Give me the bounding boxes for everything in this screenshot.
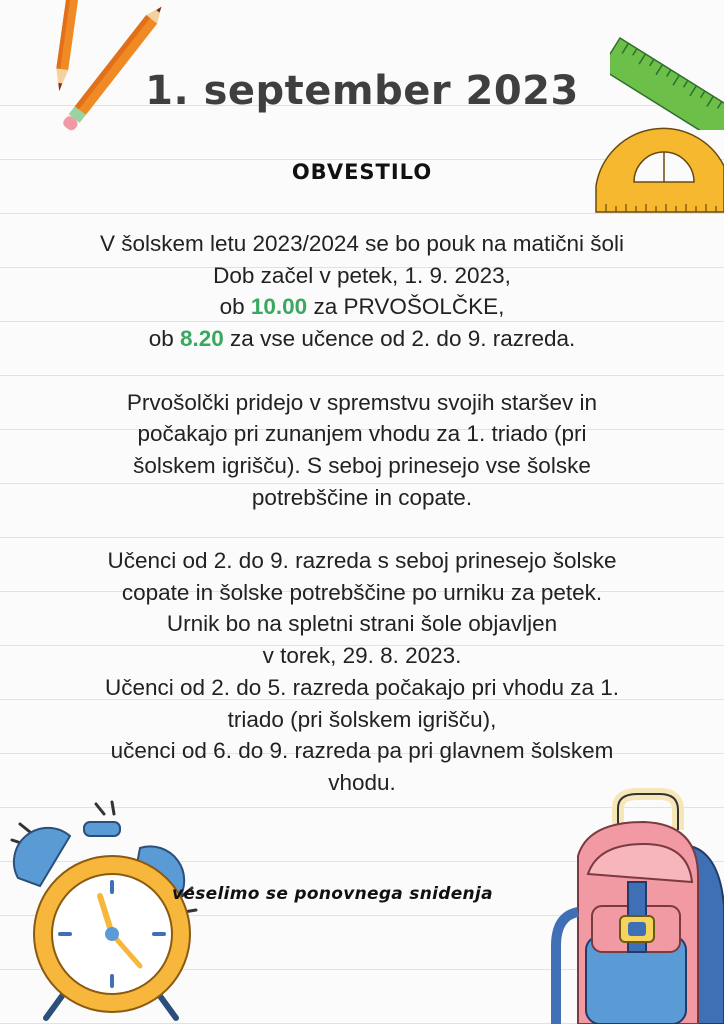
other-grades-time-prefix: ob — [148, 326, 180, 352]
paragraph3-line2: copate in šolske potrebščine po urniku za petek. — [121, 579, 603, 605]
paragraph2-line2: počakajo pri zunanjem vhodu za 1. triado (pri — [137, 421, 587, 447]
notice-body — [30, 228, 694, 799]
other-grades-time-suffix: za vse učence od 2. do 9. razreda. — [223, 326, 576, 352]
backpack-icon — [548, 786, 724, 1024]
paragraph3-line6: triado (pri šolskem igrišču), — [227, 706, 497, 732]
other-grades-start-time: 8.20 — [180, 326, 224, 352]
paragraph1-line4 — [30, 323, 694, 355]
paragraph2-line1: Prvošolčki pridejo v spremstvu svojih staršev in — [126, 389, 598, 415]
paragraph-spacer — [30, 513, 694, 545]
page-title: 1. september 2023 — [145, 68, 579, 114]
paragraph2-line3: šolskem igrišču). S seboj prinesejo vse šolske — [133, 452, 591, 478]
paragraph3-line4: v torek, 29. 8. 2023. — [262, 643, 462, 669]
paragraph1-line3 — [30, 291, 694, 323]
notice-heading: OBVESTILO — [291, 160, 433, 184]
paragraph1-line1: V šolskem letu 2023/2024 se bo pouk na matični šoli — [99, 231, 625, 256]
paragraph3-line7: učenci od 6. do 9. razreda pa pri glavnem šolskem — [110, 738, 614, 764]
paragraph3-line3: Urnik bo na spletni strani šole objavljen — [166, 611, 558, 637]
paragraph1-line2: Dob začel v petek, 1. 9. 2023, — [213, 262, 511, 288]
alarm-clock-icon — [0, 796, 200, 1024]
first-grade-time-prefix: ob — [219, 294, 251, 320]
paragraph3-line8: vhodu. — [328, 769, 396, 795]
first-grade-start-time: 10.00 — [250, 294, 308, 320]
paragraph3-line5: Učenci od 2. do 5. razreda počakajo pri vhodu za 1. — [104, 674, 620, 700]
paragraph2-line4: potrebščine in copate. — [251, 484, 473, 510]
closing-message: veselimo se ponovnega snidenja — [172, 884, 493, 904]
paragraph3-line1: Učenci od 2. do 9. razreda s seboj prinesejo šolske — [107, 548, 617, 573]
first-grade-time-suffix: za PRVOŠOLČKE, — [307, 294, 505, 320]
paragraph-spacer — [30, 355, 694, 387]
